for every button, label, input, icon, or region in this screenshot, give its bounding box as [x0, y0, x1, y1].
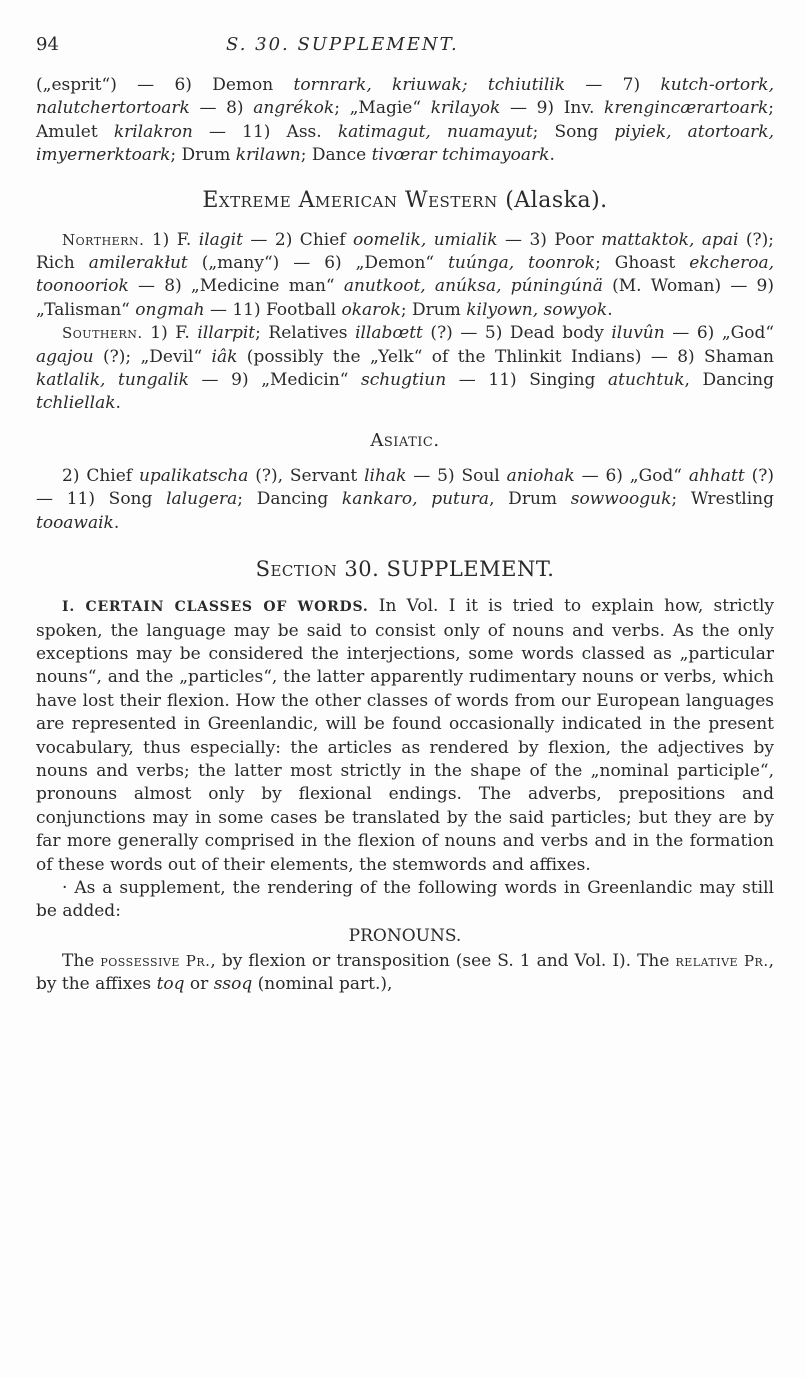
text-run: („esprit“) — 6) Demon: [36, 75, 294, 95]
page-header: [36, 34, 774, 74]
text-run: or: [184, 974, 214, 995]
text-run: — 2) Chief: [242, 229, 354, 250]
italic-term: illarpit: [197, 323, 256, 344]
pronouns-heading: PRONOUNS.: [348, 925, 462, 946]
text-run: .: [549, 145, 555, 166]
text-run: — 9) Inv.: [500, 98, 605, 119]
italic-term: tornrark, kriuwak; tchiutilik: [293, 75, 566, 95]
text-run: (nominal part.),: [252, 974, 393, 995]
text-run: (?) — 5) Dead body: [422, 323, 612, 344]
italic-term: iluvûn: [611, 323, 665, 344]
section-paragraph: [36, 595, 774, 877]
text-run: 2) Chief: [62, 465, 139, 486]
italic-term: angrékok: [253, 98, 335, 119]
italic-term: ilagit: [198, 229, 243, 250]
italic-term: katimagut, nuamayut: [337, 121, 533, 142]
italic-term: kankaro, putura: [341, 489, 490, 510]
text-run: .: [607, 299, 613, 320]
southern-paragraph: [36, 322, 774, 416]
text-run: ; Drum: [170, 145, 236, 166]
small-caps-label: Northern.: [62, 230, 145, 249]
italic-term: illabœtt: [355, 323, 423, 344]
heading-alaska: [36, 188, 774, 213]
text-run: , by flexion or transposition (see S. 1 and Vol. I). The: [210, 950, 676, 971]
text-run: (?); „Devil“: [93, 346, 212, 367]
text-run: (possibly the „Yelk“ of the Thlinkit Indians) — 8) Shaman: [237, 346, 774, 367]
text-run: — 7): [565, 75, 661, 95]
italic-term: amilerakłut: [88, 253, 188, 274]
italic-term: okarok: [341, 299, 401, 320]
text-run: ; Amulet: [36, 98, 774, 142]
page-number: 94: [36, 34, 59, 55]
italic-term: toq: [156, 974, 185, 995]
text-run: — 3) Poor: [497, 229, 602, 250]
italic-term: krilakron: [113, 121, 193, 142]
text-run: ; Drum: [400, 299, 467, 320]
small-caps-label: possessive Pr.: [100, 951, 211, 970]
text-run: — 8) „Medicine man“: [128, 276, 344, 297]
italic-term: aniohak: [506, 465, 575, 486]
text-run: (?); Rich: [36, 229, 774, 274]
text-run: , Drum: [489, 489, 571, 510]
italic-term: lihak: [364, 465, 407, 486]
small-caps-label: relative Pr.: [675, 951, 769, 970]
text-run: ; Wrestling: [671, 489, 774, 510]
section-heading: Section 30. SUPPLEMENT.: [255, 557, 555, 582]
heading-asiatic: Asiatic.: [370, 429, 440, 451]
text-run: — 6) „God“: [664, 323, 775, 344]
text-run: 1) F.: [144, 229, 199, 250]
small-caps-label: Southern.: [62, 324, 143, 343]
text-run: 1) F.: [142, 323, 198, 344]
italic-term: katlalik, tungalik: [36, 370, 189, 391]
northern-paragraph: [36, 229, 774, 323]
text-run: The: [62, 950, 101, 971]
italic-term: anutkoot, anúksa, púningúnä: [343, 276, 603, 297]
italic-term: iâk: [211, 346, 238, 367]
italic-term: tivœrar tchimayoark: [371, 145, 550, 166]
text-run: ; Song: [532, 121, 615, 142]
text-run: .: [113, 512, 120, 533]
text-run: (?) — 11) Song: [36, 465, 774, 510]
text-run: , Dancing: [684, 370, 775, 391]
text-run: .: [115, 393, 121, 414]
italic-term: krengincærartoark: [604, 98, 769, 119]
bold-heading: I. CERTAIN CLASSES OF WORDS.: [62, 599, 369, 616]
running-title: S. 30. SUPPLEMENT.: [226, 34, 459, 55]
italic-term: upalikatscha: [138, 465, 249, 486]
text-run: ; „Magie“: [334, 98, 431, 119]
italic-term: ekcheroa, toonooriok: [36, 253, 774, 297]
text-run: In Vol. I it is tried to explain how, strictly spoken, the language may be said to consist only of nouns and verbs. As the only exceptions may be considered the interjections, some words classed as „particular nouns“, and the „particles“, the latter apparently rudimentary nouns or verbs, which have lost their flexion. How the other classes of words from our European languages are represented in Greenlandic, will be found occasionally indicated in the present vocabulary, thus especially: the articles as rendered by flexion, the adjectives by nouns and verbs; the latter most strictly in the shape of the „nominal participle“, pronouns almost only by flexional endings. The adverbs, prepositions and conjunctions may in some cases be translated by the said particles; but they are by far more generally comprised in the flexion of nouns and verbs and in the formation of these words out of their elements, the stemwords and affixes.: [36, 596, 774, 875]
italic-term: atuchtuk: [608, 370, 685, 391]
text-run: ; Ghoast: [595, 253, 690, 274]
text-run: ; Dancing: [237, 489, 342, 510]
italic-term: ahhatt: [688, 465, 745, 486]
italic-term: krilayok: [430, 98, 501, 119]
asiatic-paragraph: [36, 465, 774, 535]
italic-term: agajou: [36, 346, 94, 367]
pronouns-paragraph: [36, 950, 774, 997]
text-run: ; Dance: [300, 145, 372, 166]
heading-alaska-main: Extreme American Western: [202, 187, 498, 213]
text-run: — 8): [189, 98, 254, 119]
italic-term: tuúnga, toonrok: [448, 253, 596, 274]
italic-term: sowwooguk: [570, 489, 672, 510]
italic-term: lalugera: [166, 489, 238, 510]
italic-term: piyiek, atortoark, imyernerktoark: [36, 121, 774, 166]
italic-term: schugtiun: [360, 370, 447, 391]
text-run: (M. Woman) — 9) „Talisman“: [36, 276, 775, 320]
italic-term: ssoq: [213, 974, 253, 995]
heading-alaska-paren: (Alaska).: [505, 187, 608, 213]
text-run: — 5) Soul: [406, 465, 507, 486]
italic-term: ongmah: [135, 299, 205, 320]
italic-term: kutch-ortork, nalutchertortoark: [36, 75, 774, 119]
italic-term: krilawn: [235, 145, 301, 166]
italic-term: tchliellak: [36, 393, 116, 414]
text-run: (?), Servant: [248, 465, 365, 486]
text-run: — 6) „God“: [574, 465, 689, 486]
supplement-paragraph: · As a supplement, the rendering of the following words in Greenlandic may still be added:: [36, 877, 774, 922]
intro-paragraph: [36, 74, 774, 168]
italic-term: mattaktok, apai: [601, 229, 739, 250]
italic-term: tooawaik: [36, 512, 114, 533]
italic-term: oomelik, umialik: [353, 229, 498, 250]
text-run: — 11) Football: [204, 299, 342, 320]
text-run: („many“) — 6) „Demon“: [187, 253, 449, 274]
text-run: , by the affixes: [36, 950, 774, 995]
text-run: ; Relatives: [255, 323, 356, 344]
italic-term: kilyown, sowyok: [466, 299, 608, 320]
text-run: — 9) „Medicin“: [188, 370, 361, 391]
text-run: — 11) Ass.: [192, 121, 338, 142]
page: [36, 34, 774, 997]
text-run: — 11) Singing: [446, 370, 609, 391]
